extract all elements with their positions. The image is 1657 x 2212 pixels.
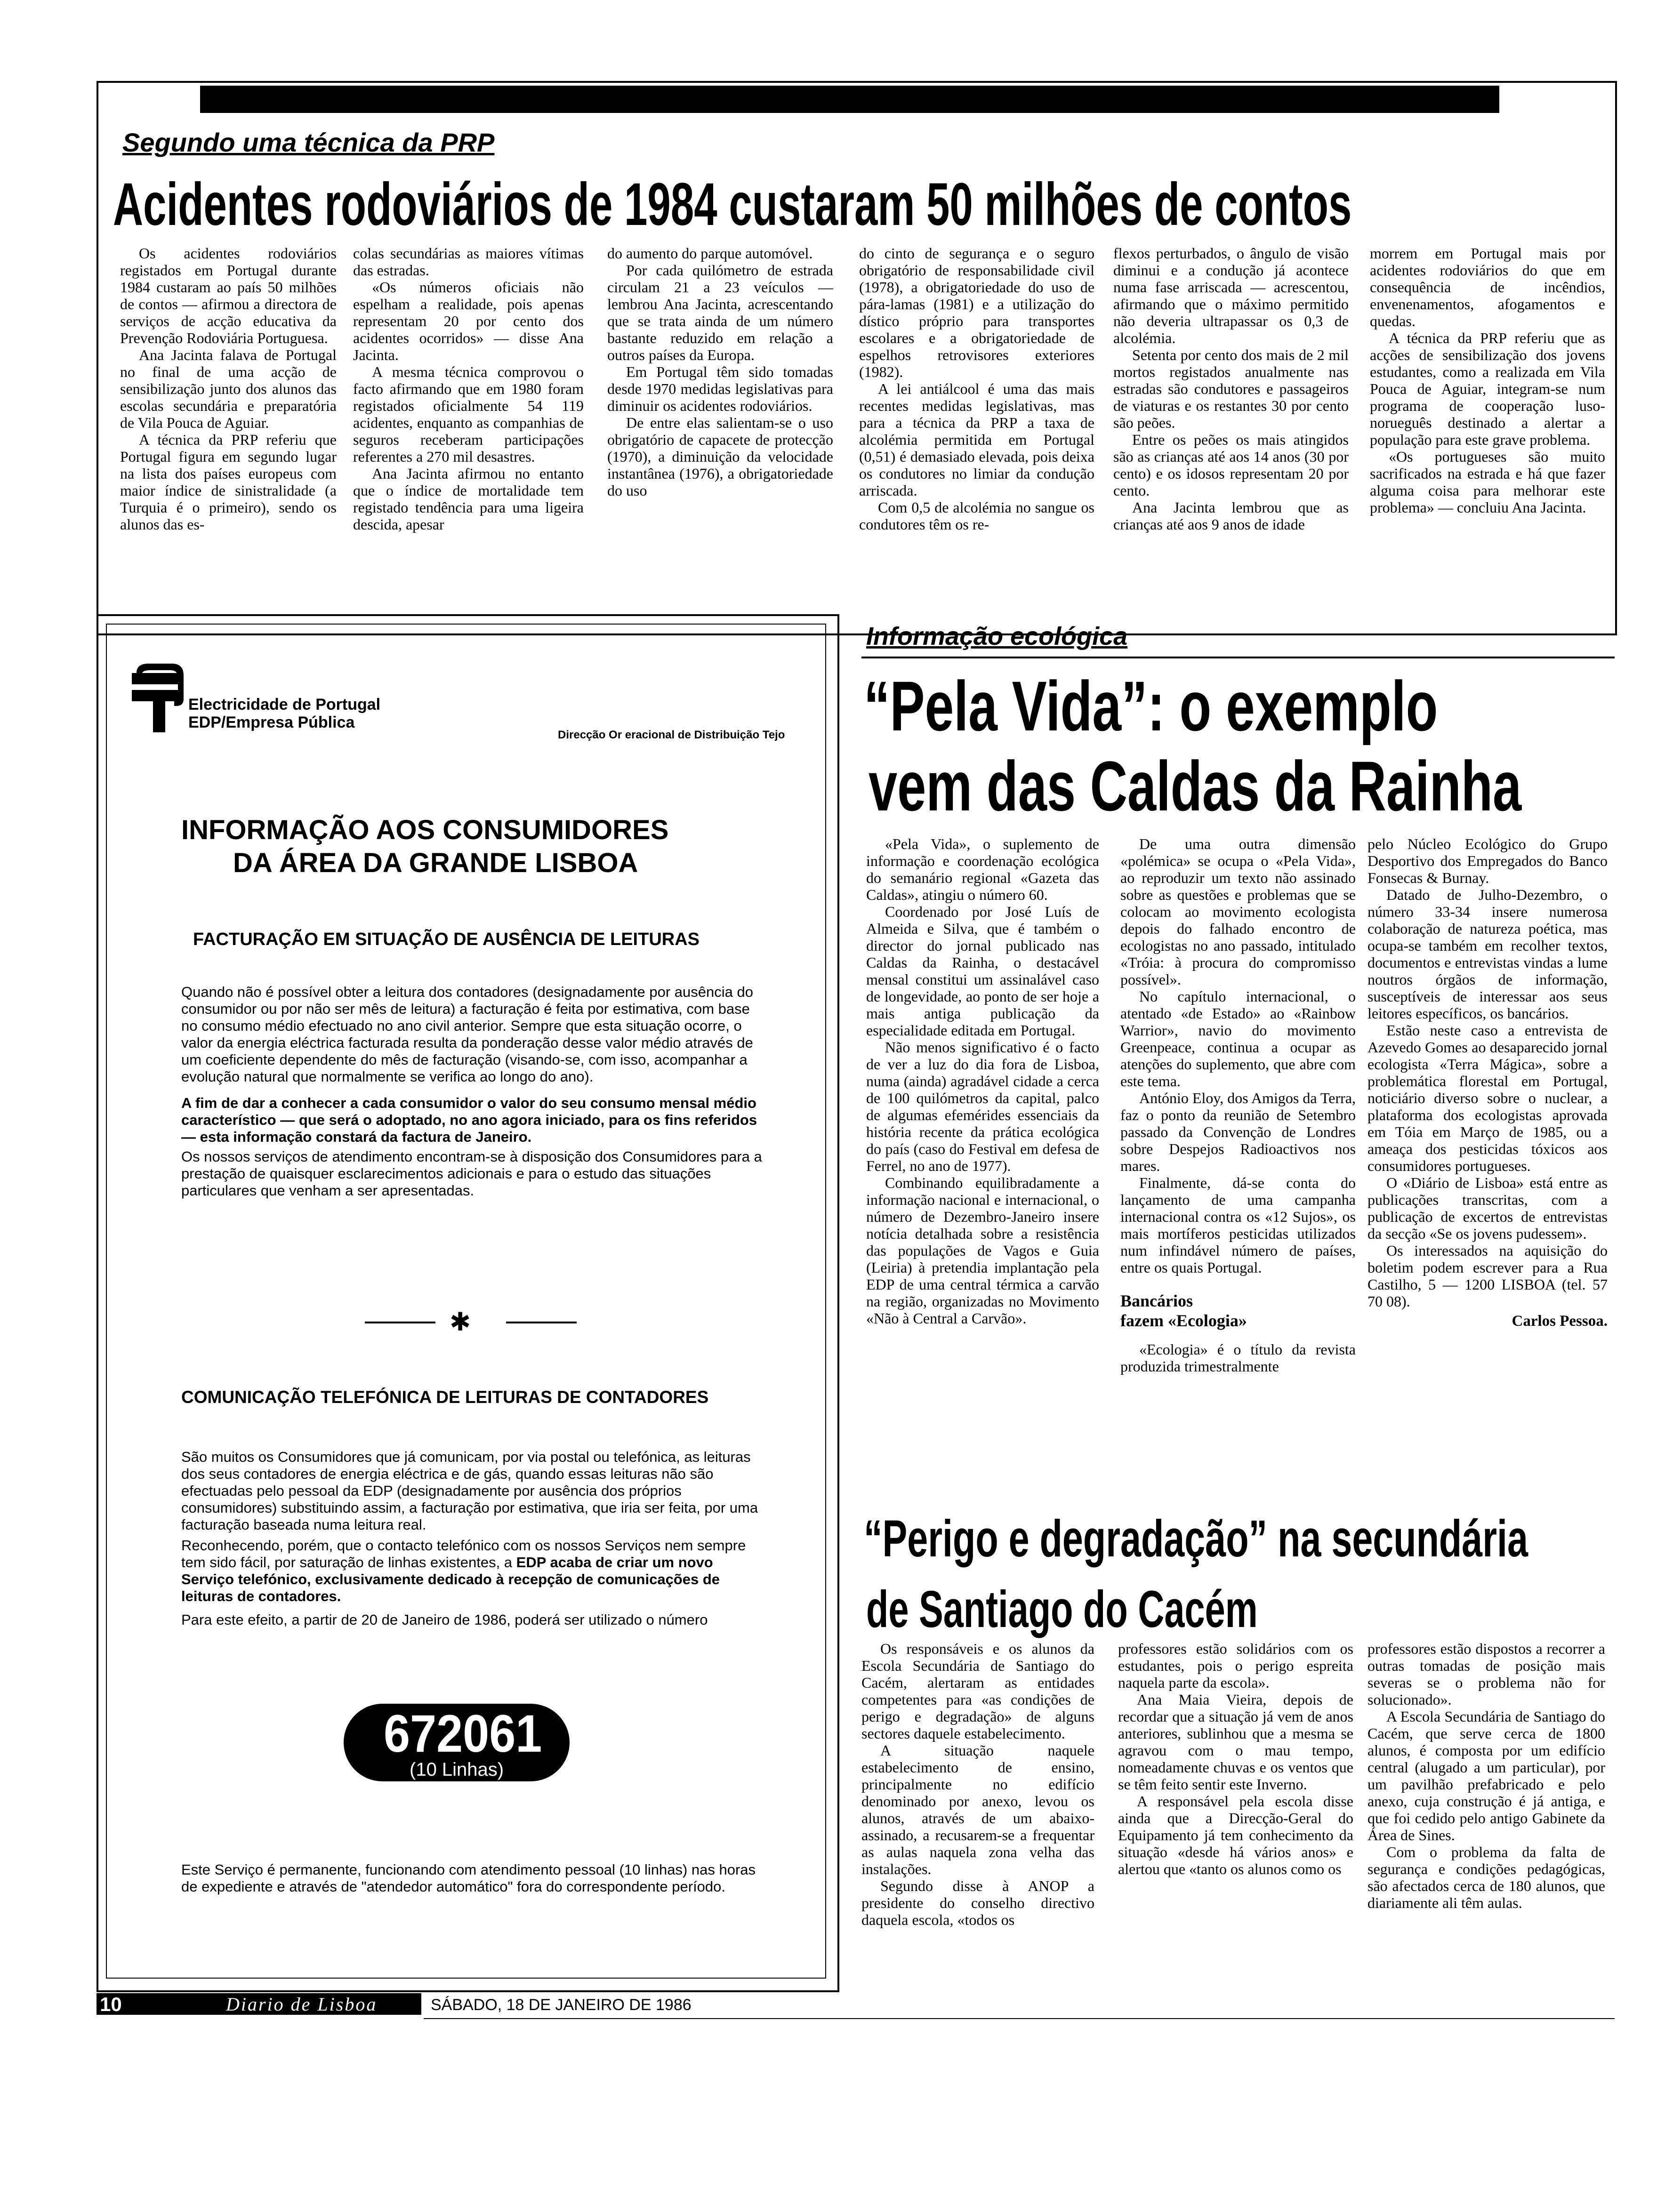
top-col-5: flexos perturbados, o ângulo de visão diminui e a condução já acontece numa fase arriscada — acrescentou, afirmando que o máximo permitido não deveria ultrapassar os 0,3 de alcolémia. Setenta por cento dos mais de 2 mil mortos registados anualmente nas estradas são condutores e passageiros de viaturas e os restantes 30 por cento são peões. Entre os peões os mais atingidos são as crianças até aos 14 anos (30 por cento) e os idosos representam 20 por cento. Ana Jacinta lembrou que as crianças até aos 9 anos de idade (1113, 245, 1349, 533)
top-col-3: do aumento do parque automóvel. Por cada quilómetro de estrada circulam 21 a 23 veículos — lembrou Ana Jacinta, acrescentando que se trata ainda de um número bastante reduzido em relação a outros países da Europa. Em Portugal têm sido tomadas desde 1970 medidas legislativas para diminuir os acidentes rodoviários. De entre elas salientam-se o uso obrigatório de capacete de protecção (1970), a diminuição da velocidade instantânea (1976), a obrigatoriedade do uso (607, 245, 833, 499)
phone-number: 672061 (384, 1704, 542, 1763)
edp-title-line2: DA ÁREA DA GRANDE LISBOA (233, 848, 638, 878)
separator-dash-right (506, 1322, 577, 1323)
edp-section2-p1: São muitos os Consumidores que já comunicam, por via postal ou telefónica, as leituras dos seus contadores de energia eléctrica e de gás, quando essas leituras não são efectuadas pelo pessoal da EDP (designadamente por ausência dos próprios consumidores) substituindo assim, a facturação por estimativa, que iria ser feita, por uma facturação baseada numa leitura real. (181, 1449, 758, 1533)
edp-section1-p3: Os nossos serviços de atendimento encontram-se à disposição dos Consumidores para a prestação de quaisquer esclarecimentos adicionais e para o estudo das situações particulares que venham a ser apresentadas. (181, 1148, 762, 1199)
edp-logo (127, 664, 184, 734)
edp-company-line2: EDP/Empresa Pública (188, 713, 355, 731)
separator-star-icon: ✱ (450, 1308, 471, 1336)
edp-section2-body (181, 1449, 765, 1628)
eco-subhead: Bancários fazem «Ecologia» (1120, 1291, 1247, 1330)
eco-rule (861, 657, 1615, 658)
phone-lines: (10 Linhas) (410, 1759, 504, 1780)
footer-rule (424, 2018, 1615, 2019)
edp-company-line1: Electricidade de Portugal (188, 696, 381, 713)
eco-col-2: De uma outra dimensão «polémica» se ocupa o «Pela Vida», ao reproduzir um texto não assinado sobre as questões e problemas que se colocam ao movimento ecologista depois do falhado encontro de ecologistas no ano passado, intitulado «Tróia: à procura do compromisso possível». No capítulo internacional, o atentado «de Estado» ao «Rainbow Warrior», navio do movimento Greenpeace, continua a ocupar as atenções do suplemento, que abre com este tema. António Eloy, dos Amigos da Terra, faz o ponto da reunião de Setembro passado da Convenção de Londres sobre Despejos Radioactivos nos mares. Finalmente, dá-se conta do lançamento de uma campanha internacional contra os «12 Sujos», os mais mortíferos pesticidas utilizados num infindável número de países, entre os quais Portugal. Bancários fazem «Ecologia» «Ecologia» é o título da revista produzida trimestralmente (1120, 835, 1356, 1375)
top-black-bar (200, 86, 1499, 113)
edp-direction: Direcção Or eracional de Distribuição Tejo (558, 729, 785, 741)
top-col-2: colas secundárias as maiores vítimas das estradas. «Os números oficiais não espelham a realidade, pois apenas representam 20 por cento dos acidentes ocorridos» — disse Ana Jacinta. A mesma técnica comprovou o facto afirmando que em 1980 foram registados oficialmente 54 119 acidentes, enquanto as companhias de seguros receberam participações referentes a 270 mil desastres. Ana Jacinta afirmou no entanto que o índice de mortalidade tem registado tendência para uma ligeira descida, apesar (353, 245, 584, 533)
eco-kicker: Informação ecológica (866, 622, 1128, 650)
footer-masthead: Diario de Lisboa (226, 1994, 378, 2015)
top-col-6: morrem em Portugal mais por acidentes rodoviários do que em consequência de incêndios, envenenamentos, afogamentos e quedas. A técnica da PRP referiu que as acções de sensibilização dos jovens estudantes, como a realizada em Vila Pouca de Aguiar, integram-se num programa de cooperação luso-norueguês destinado a alertar a população para este grave problema. «Os portugueses são muito sacrificados na estrada e há que fazer alguma coisa para melhorar este problema» — concluiu Ana Jacinta. (1370, 245, 1605, 516)
edp-footer-text: Este Serviço é permanente, funcionando com atendimento pessoal (10 linhas) nas horas de expediente e através de "atendedor automático" fora do correspondente período. (181, 1861, 756, 1895)
edp-title-line1: INFORMAÇÃO AOS CONSUMIDORES (181, 815, 669, 845)
edp-section1-p1: Quando não é possível obter a leitura dos contadores (designadamente por ausência do consumidor ou por não ser mês de leitura) a facturação é feita por estimativa, com base no consumo médio efectuado no ano civil anterior. Sempre que esta situação ocorre, o valor da energia eléctrica facturada resulta da ponderação desse valor médio através de um coeficiente dependente do mês de facturação (visando-se, com isso, acompanhar a evolução natural que normalmente se verifica ao longo do ano). (181, 984, 753, 1085)
footer-page-number: 10 (100, 1993, 122, 2015)
eco-col-3: pelo Núcleo Ecológico do Grupo Desportivo dos Empregados do Banco Fonsecas & Burnay. Datado de Julho-Dezembro, o número 33-34 insere numerosa colaboração de natureza poética, mas ocupa-se também em recolher textos, documentos e entrevistas vindas a lume noutros órgãos de informação, susceptíveis de interessar aos seus leitores específicos, os bancários. Estão neste caso a entrevista de Azevedo Gomes ao desaparecido jornal ecologista «Terra Mágica», sobre a problemática florestal em Portugal, noticiário diverso sobre o nuclear, a plataforma dos ecologistas aprovada em Tóia em Março de 1985, ou a ameaça dos pesticidas tóxicos aos consumidores portugueses. O «Diário de Lisboa» está entre as publicações transcritas, com a publicação de excertos de entrevistas da secção «Se os jovens pudessem». Os interessados na aquisição do boletim podem escrever para a Rua Castilho, 5 — 1200 LISBOA (tel. 57 70 08). Carlos Pessoa. (1367, 835, 1608, 1330)
separator-dash-left (365, 1322, 435, 1323)
eco-headline-line2: vem das Caldas da Rainha (869, 746, 1522, 825)
footer-date: SÁBADO, 18 DE JANEIRO DE 1986 (431, 1996, 692, 2014)
top-col-4: do cinto de segurança e o seguro obrigatório de responsabilidade civil (1978), a obrigatoriedade do uso de pára-lamas (1981) e a utilização do dístico próprio para transportes escolares e a obrigatoriedade de espelhos retrovisores exteriores (1982). A lei antiálcool é uma das mais recentes medidas legislativas, mas para a técnica da PRP a taxa de alcolémia permitida em Portugal (0,51) é demasiado elevada, pois deixa os condutores no limiar da condução arriscada. Com 0,5 de alcolémia no sangue os condutores têm os re- (859, 245, 1094, 533)
school-col-2: professores estão solidários com os estudantes, pois o perigo espreita naquela parte da escola». Ana Maia Vieira, depois de recordar que a situação já vem de anos anteriores, sublinhou que a mesma se agravou com o mau tempo, nomeadamente chuvas e os ventos que se têm feito sentir este Inverno. A responsável pela escola disse ainda que a Direcção-Geral do Equipamento já tem conhecimento da situação «desde há vários anos» e alertou que «tanto os alunos como os (1118, 1640, 1353, 1877)
eco-signature: Carlos Pessoa. (1512, 1313, 1608, 1330)
edp-section2-title: COMUNICAÇÃO TELEFÓNICA DE LEITURAS DE CONTADORES (181, 1387, 709, 1407)
edp-section1-title: FACTURAÇÃO EM SITUAÇÃO DE AUSÊNCIA DE LEITURAS (193, 930, 700, 949)
edp-section1-body (181, 984, 765, 1199)
eco-headline-line1: “Pela Vida”: o exemplo (864, 666, 1438, 745)
edp-section1-p2: A fim de dar a conhecer a cada consumidor o valor do seu consumo mensal médio característico — que será o adoptado, no ano agora iniciado, para os fins referidos — esta informação constará da factura de Janeiro. (181, 1095, 757, 1145)
edp-section2-p2: Reconhecendo, porém, que o contacto telefónico com os nossos Serviços nem sempre tem sido fácil, por saturação de linhas existentes, a EDP acaba de criar um novo Serviço telefónico, exclusivamente dedicado à recepção de comunicações de leituras de contadores. (181, 1537, 746, 1604)
school-headline-line2: de Santiago do Cacém (866, 1580, 1258, 1638)
top-kicker: Segundo uma técnica da PRP (122, 128, 495, 157)
school-col-1: Os responsáveis e os alunos da Escola Secundária de Santiago do Cacém, alertaram as entidades competentes para «as condições de perigo e degradação» de alguns sectores daquele estabelecimento. A situação naquele estabelecimento de ensino, principalmente no edifício denominado por anexo, levou os alunos, através de um abaixo-assinado, a recusarem-se a frequentar as aulas naquela zona velha das instalações. Segundo disse à ANOP a presidente do conselho directivo daquela escola, «todos os (861, 1640, 1094, 1928)
edp-section2-p3: Para este efeito, a partir de 20 de Janeiro de 1986, poderá ser utilizado o número (181, 1611, 708, 1628)
top-col-1: Os acidentes rodoviários registados em Portugal durante 1984 custaram ao país 50 milhões de contos — afirmou a directora de serviços de acção educativa da Prevenção Rodoviária Portuguesa. Ana Jacinta falava de Portugal no final de uma acção de sensibilização junto dos alunos das escolas secundária e preparatória de Vila Pouca de Aguiar. A técnica da PRP referiu que Portugal figura em segundo lugar na lista dos países europeus com maior índice de sinistralidade (a Turquia é o primeiro), sendo os alunos das es- (120, 245, 337, 533)
school-headline-line1: “Perigo e degradação” na secundária (864, 1510, 1528, 1568)
school-col-3: professores estão dispostos a recorrer a outras tomadas de posição mais severas se o problema não for solucionado». A Escola Secundária de Santiago do Cacém, que serve cerca de 1800 alunos, é composta por um edifício central (alugado a um particular), por um pavilhão prefabricado e pelo anexo, cuja construção é já antiga, e que foi cedido pelo antigo Gabinete da Área de Sines. Com o problema da falta de segurança e condições pedagógicas, são afectados cerca de 180 alunos, que diariamente ali têm aulas. (1367, 1640, 1605, 1911)
eco-col-1: «Pela Vida», o suplemento de informação e coordenação ecológica do semanário regional «Gazeta das Caldas», atingiu o número 60. Coordenado por José Luís de Almeida e Silva, que é também o director do jornal publicado nas Caldas da Rainha, o destacável mensal constitui um assinalável caso de longevidade, ao ponto de ser hoje a mais antiga publicação da especialidade editada em Portugal. Não menos significativo é o facto de ver a luz do dia fora de Lisboa, numa (ainda) agradável cidade a cerca de 100 quilómetros da capital, palco de algumas efemérides essenciais da história recente da prática ecológica do país (caso do Festival em defesa de Ferrel, no ano de 1977). Combinando equilibradamente a informação nacional e internacional, o número de Dezembro-Janeiro insere notícia detalhada sobre a resistência das populações de Vagos e Guia (Leiria) à pretendia implantação pela EDP de uma central térmica a carvão na região, organizadas no Movimento «Não à Central a Carvão». (866, 835, 1099, 1327)
top-headline: Acidentes rodoviários de 1984 custaram 50 milhões de contos (113, 171, 1352, 238)
